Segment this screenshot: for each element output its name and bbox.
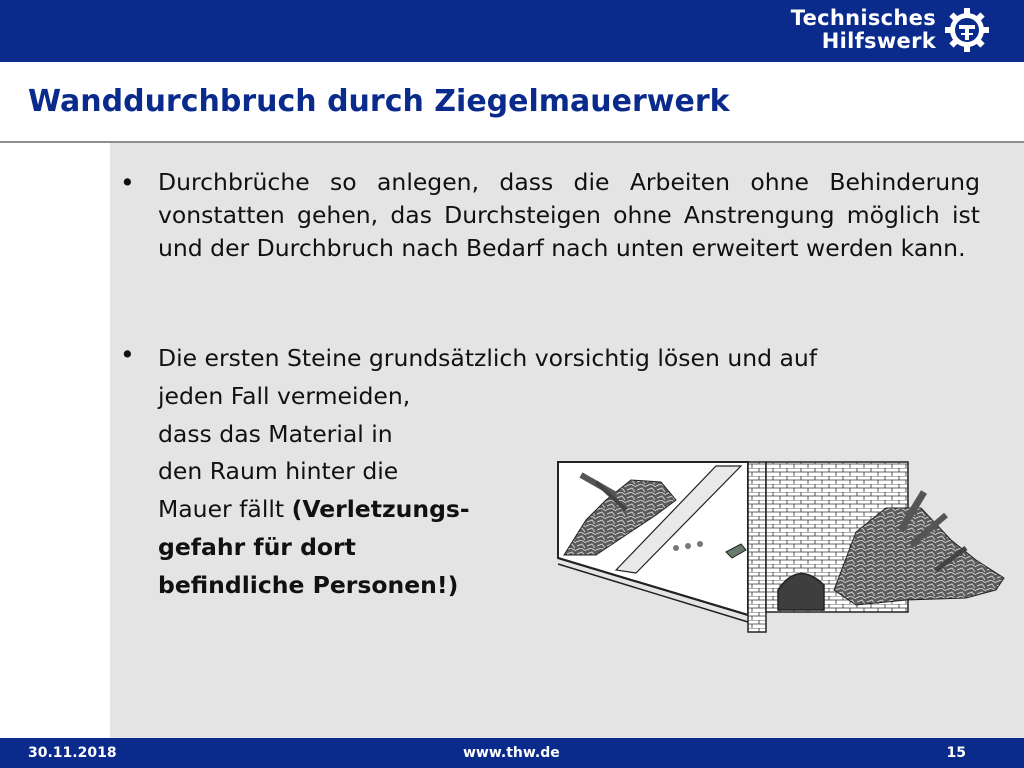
logo-wordmark [791, 7, 936, 53]
footer-url: www.thw.de [463, 745, 560, 761]
bullet-2-line: Die ersten Steine grundsätzlich vorsichtig lösen und auf [158, 344, 818, 372]
bullet-2-line: den Raum hinter die [158, 457, 399, 486]
bullet-marker-1: • [120, 168, 135, 197]
footer-bar [0, 738, 1024, 768]
brick-wall-breakthrough-illustration [556, 460, 1006, 635]
bullet-text-1: Durchbrüche so anlegen, dass die Arbeiten ohne Behinderung vonstatten gehen, das Durchsteigen ohne Anstrengung möglich ist und der Durchbruch nach Bedarf nach unten erweitert werden kann. [158, 168, 980, 262]
bullet-2-line: dass das Material in [158, 419, 393, 448]
footer-page-number: 15 [946, 745, 966, 761]
bullet-2-line: jeden Fall vermeiden, [158, 381, 411, 410]
thw-logo [791, 4, 990, 56]
logo-line-2: Hilfswerk [821, 29, 936, 53]
bullet-2-warning-text: (Verletzungs- [291, 495, 470, 524]
thw-gear-emblem-icon [944, 7, 990, 53]
bullet-2-warning-line: gefahr für dort [158, 532, 356, 561]
bullet-marker-2: • [120, 340, 135, 369]
slide-title: Wanddurchbruch durch Ziegelmauerwerk [28, 84, 730, 119]
bullet-2-warning-line: befindliche Personen!) [158, 570, 459, 599]
header-bar [0, 0, 1024, 62]
logo-line-1: Technisches [790, 6, 936, 30]
bullet-2-plain-text: Mauer fällt [158, 495, 292, 524]
footer-date: 30.11.2018 [28, 745, 117, 761]
